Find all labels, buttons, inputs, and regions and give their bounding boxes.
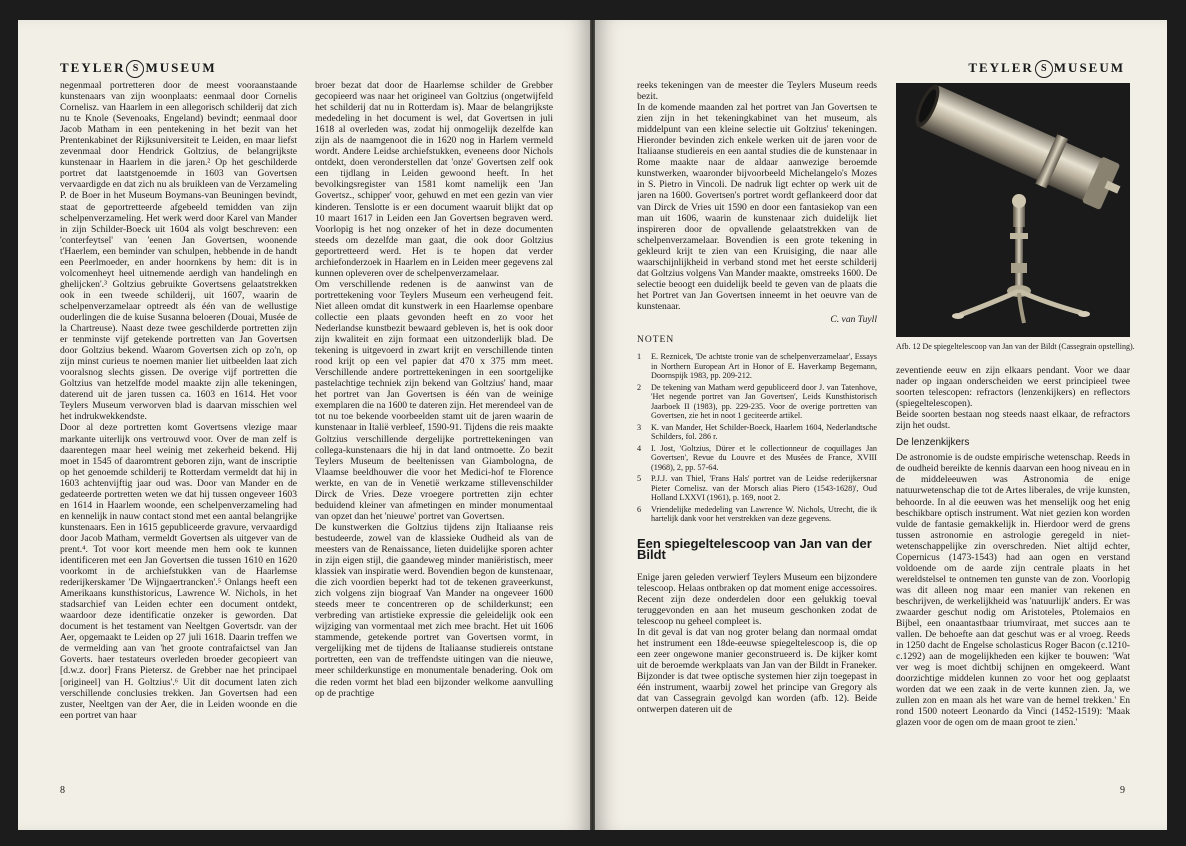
- figure-caption: Afb. 12 De spiegeltelescoop van Jan van der Bildt (Cassegrain opstelling).: [896, 342, 1135, 351]
- left-page: [18, 20, 590, 830]
- note-item: [637, 423, 877, 442]
- note-number: 1: [637, 352, 642, 362]
- paragraph: Om verschillende redenen is de aanwinst van de portrettekening voor Teylers Museum een verheugend feit. Niet alleen omdat dit kunstwerk in een Haarlemse openbare collectie een plaats gevonden heeft en zo voor het Nederlandse kunstbezit bewaard gebleven is, het is ook door zijn kwaliteit en zijn formaat een uitzonderlijk blad. De tekening is uitgevoerd in zwart krijt en verschillende tinten rood krijt op een vel papier dat 470 x 375 mm meet. Verschillende andere portrettekeningen in een soortgelijke pastelachtige techniek zijn bekend van Goltzius' hand, maar het portret van Jan Govertsen is één van de weinige exemplaren die na 1600 te dateren zijn. Het merendeel van de tot nu toe bekende voorbeelden stamt uit de jaren waarin de kunstenaar in Italië verbleef, 1590-91. Tijdens die reis maakte Goltzius verschillende dergelijke portrettekeningen van collega-kunstenaars die hij in dat land ontmoette. Zo bezit Teylers Museum de beeltenissen van Giambologna, de Vlaamse beeldhouwer die voor het Medici-hof te Florence werkte, en van de in Venetië werkzame stillevenschilder Dirck de Vries. Deze vroegere portretten zijn echter beduidend kleiner van afmetingen en minder monumentaal van opzet dan het 'nieuwe' portret van Govertsen.: [315, 278, 553, 522]
- note-text: De tekening van Matham werd gepubliceerd door J. van Tatenhove, 'Het negende portret van Jan Govertsen', Leids Kunsthistorisch Jaarboek II (1983), pp. 229-235. Voor de overige portretten van Govertsen, zie het in noot 1 geciteerde artikel.: [651, 382, 877, 421]
- paragraph: Enige jaren geleden verwierf Teylers Museum een bijzondere telescoop. Helaas ontbraken op dat moment enige accessoires. Recent zijn deze onderdelen door een gelukkig toeval teruggevonden en aan het museum geschonken zodat de telescoop nu geheel compleet is.: [637, 571, 877, 627]
- note-item: [637, 505, 877, 524]
- note-item: [637, 474, 877, 503]
- right-page: [595, 20, 1167, 830]
- paragraph: broer bezat dat door de Haarlemse schilder de Grebber gecopieerd was naar het origineel van Goltzius (ongetwijfeld het schilderij dat nu in Rotterdam is). Maar de belangrijkste mededeling in het document is wel, dat Govertsen in juli 1618 al overleden was, zodat hij onmogelijk dezelfde kan zijn als de naamgenoot die in 1620 nog in Harlem vermeld wordt. Andere Leidse archiefstukken, eveneens door Nichols ontdekt, doen veronderstellen dat 'onze' Govertsen zelf ook een tijdlang in Leiden gewoond heeft. In het bevolkingsregister van 1581 komt namelijk een 'Jan Govertsz., schipper' voor, gehuwd en met een gezin van vier kinderen. Tenslotte is er een document waaruit blijkt dat op 10 maart 1617 in Leiden een Jan Govertsen begraven werd. Voorlopig is het nog onzeker of het in deze documenten steeds om dezelfde man gaat, die ook door Goltzius geportretteerd werd. Het is te hopen dat verder archiefonderzoek in Haarlem en in Leiden meer gegevens zal kunnen opleveren over de schelpenverzamelaar.: [315, 80, 553, 279]
- paragraph: De kunstwerken die Goltzius tijdens zijn Italiaanse reis bestudeerde, zowel van de klassieke Oudheid als van de meesters van de Renaissance, lieten duidelijke sporen achter in zijn eigen stijl, die gaandeweg minder maniëristisch, meer klassiek van inspiratie werd. Bovendien begon de kunstenaar, die zich voordien beperkt had tot de tekenen graveerkunst, zich volgens zijn biograaf Van Mander na ongeveer 1600 steeds meer te concentreren op de schilderkunst; een verbreding van artistieke expressie die geleidelijk ook een wijziging van vormentaal met zich mee bracht. Het uit 1606 stammende, getekende portret van Govertsen vormt, in vergelijking met de tijdens de Italiaanse studiereis ontstane portretten, een van de treffendste uitingen van die nieuwe, meer schilderkunstige en monumentale benadering. Ook om die reden vormt het blad een bijzonder welkome aanvulling op de prachtige: [315, 521, 553, 699]
- left-column-2: [315, 80, 553, 786]
- right-column-2: [896, 365, 1130, 786]
- masthead-text: TEYLER: [968, 60, 1034, 75]
- paragraph: reeks tekeningen van de meester die Teylers Museum reeds bezit.: [637, 80, 877, 103]
- note-text: I. Jost, 'Goltzius, Dürer et le collectionneur de coquillages Jan Govertsen', Revue du Louvre et des Musées de France, XVIII (1968), 2, pp. 57-64.: [651, 443, 877, 472]
- right-column-1: [637, 80, 877, 786]
- paragraph: Beide soorten bestaan nog steeds naast elkaar, de refractors zijn het oudst.: [896, 409, 1130, 432]
- page-number: 8: [60, 785, 65, 796]
- paragraph: zeventiende eeuw en zijn elkaars pendant. Voor we daar nader op ingaan onderscheiden we eerst principieel twee soorten telescopen: refractors (lenzenkijkers) en reflectors (spiegeltelescopen).: [896, 365, 1130, 410]
- masthead-text: MUSEUM: [145, 60, 217, 75]
- note-text: K. van Mander, Het Schilder-Boeck, Haarlem 1604, Nederlandtsche Schilders, fol. 286 r.: [651, 422, 877, 442]
- notes-heading: NOTEN: [637, 335, 675, 346]
- teylers-logo-icon: S: [126, 60, 144, 78]
- note-number: 3: [637, 422, 642, 432]
- note-number: 4: [637, 443, 642, 453]
- paragraph: In dit geval is dat van nog groter belang dan normaal omdat het instrument een 18de-eeuwse spiegeltelescoop is, die op een zeer ongewone manier geconstrueerd is. De kijker komt uit de beroemde werkplaats van Jan van der Bildt in Franeker. Bijzonder is dat twee optische systemen hier zijn toegepast in één instrument, waarbij zowel het principe van Gregory als dat van Cassegrain gevolgd kan worden (afb. 12). Beide ontwerpen dateren uit de: [637, 626, 877, 716]
- note-item: [637, 383, 877, 421]
- paragraph: In de komende maanden zal het portret van Jan Govertsen te zien zijn in het tekeningkabinet van het museum, als middelpunt van een kleine selectie uit Goltzius' tekeningen. Hieronder bevinden zich enkele werken uit de jaren voor de Italiaanse studiereis en een aantal studies die de kunstenaar in Rome maakte naar de aldaar aanwezige beroemde kunstwerken, waaronder bijvoorbeeld Michelangelo's Mozes in S. Pietro in Vincoli. De nadruk ligt echter op werk uit de jaren na 1600. Govertsen's portret wordt geflankeerd door dat van Dirck de Vries uit 1590 en door een fantasiekop van een man uit 1606, waarin de kunstenaar zich duidelijk liet inspireren door de opvallende gelaatstrekken van de schelpenverzamelaar. Bovendien is een grote tekening in gekleurd krijt te zien van een Kruisiging, die naar alle waarschijnlijkheid in verband stond met het eerste schilderij dat Goltzius volgens Van Mander maakte, omstreeks 1600. De selectie beoogt een duidelijk beeld te geven van de plaats die het Portret van Jan Govertsen inneemt in het oeuvre van de kunstenaar.: [637, 102, 877, 312]
- note-number: 5: [637, 474, 642, 484]
- note-number: 6: [637, 504, 642, 514]
- page-number: 9: [1120, 785, 1125, 796]
- telescope-illustration: [896, 83, 1130, 337]
- paragraph: Door al deze portretten komt Govertsens vlezige maar markante uiterlijk ons vertrouwd voor. Over de man zelf is daarentegen maar heel weinig met zekerheid bekend. Hij moet in 1545 of daaromtrent geboren zijn, want de inscriptie op het genoemde schilderij te Rotterdam vermeldt dat hij in 1603 achtenvijftig jaar oud was. Door van Mander en de gedateerde portretten weten we dat hij tussen ongeveer 1603 en 1614 in Haarlem woonde, een schelpenverzameling had en kennelijk in nauw contact stond met een aantal belangrijke kunstenaars. Een in 1615 gepubliceerde gravure, vervaardigd door Jacob Matham, vermeldt Govertsen als uitgever van de prent.⁴. Tot voor kort meende men hem ook te kunnen identificeren met een Jan Govertsen die tussen 1610 en 1620 voorkomt in de archiefstukken van de Haarlemse rederijkerskamer 'De Wijngaertrancken'.⁵ Onlangs heeft een Amerikaans kunsthistoricus, Lawrence W. Nichols, in het stadsarchief van Leiden echter een document ontdekt, waardoor deze identificatie onzeker is geworden. Dat document is het testament van Neeltgen Govertsdr. van der Aer, opgemaakt te Leiden op 27 juli 1618. Daarin treffen we de vermelding aan van 'het groote contrafaictsel van Jan Goverts. haer testateurs overleden broeder gecopieert van [d.w.z. door] Frans Pietersz. de Grebber nae het principael [origineel] van H. Goltzius'.⁶ Uit dit document laten zich verschillende conclusies trekken. Jan Govertsen had een zuster, Neeltgen van der Aer, die in Leiden woonde en die een portret van haar: [60, 422, 297, 721]
- section-subheading: De lenzenkijkers: [896, 437, 970, 449]
- author-signature: C. van Tuyll: [830, 313, 877, 325]
- teylers-logo-icon: S: [1035, 60, 1053, 78]
- masthead-text: MUSEUM: [1053, 60, 1125, 75]
- note-text: E. Reznicek, 'De achtste tronie van de schelpenverzamelaar', Essays in Northern European Art in Honor of E. Haverkamp Begemann, Doornspijk 1983, pp. 209-212.: [651, 352, 877, 381]
- masthead-left: [60, 60, 217, 78]
- note-text: Vriendelijke mededeling van Lawrence W. Nichols, Utrecht, die ik hartelijk dank voor het verstrekken van deze gegevens.: [651, 504, 877, 524]
- telescope-photo: [896, 83, 1130, 337]
- masthead-right: [968, 60, 1125, 78]
- note-item: [637, 352, 877, 381]
- note-item: [637, 444, 877, 473]
- paragraph: De astronomie is de oudste empirische wetenschap. Reeds in de oudheid bereikte de kennis daarvan een hoog niveau en in de middeleeuwen was Astronomia de enige natuurwetenschap die tot de Artes liberales, de vrije kunsten, behoorde. In al die eeuwen was het menselijk oog het enig beschikbare optisch instrument. Wat niet gezien kon worden vulde de fantasie gemakkelijk in. Hierdoor werd de grens tussen astronomie en astrologie geregeld in niet-wetenschappelijke zin overschreden. Niet altijd echter, Copernicus (1473-1543) had aan ogen en verstand voldoende om de aarde zijn centrale plaats in het wereldstelsel te ontnemen ten gunste van de zon. Voorlopig was dit alleen nog maar een manier van rekenen en beschrijven, de werkelijkheid was 'natuurlijk' anders. Er was zwaarder geschut nodig om Aristoteles, Ptolemaios en Bijbel, een onaantastbaar triumviraat, met succes aan te vallen. De behoefte aan dat geschut was er al vroeg. Reeds in 1250 dacht de Engelse scholasticus Roger Bacon (c.1210-c.1292) aan de mogelijkheden een kijker te bouwen: 'Wat ver weg is moet dichtbij schijnen en omgekeerd. Want doorzichtige middelen kunnen zo voor het oog geplaatst worden dat we een zaak in de verte kunnen zien. Ja, we zullen zon en maan als het ware van de hemel trekken.' En rond 1500 noteert Leonardo da Vinci (1452-1519): 'Maak glazen voor de ogen om de maan groot te zien.': [896, 452, 1130, 729]
- left-column-1: [60, 80, 297, 786]
- masthead-text: TEYLER: [60, 60, 126, 75]
- note-number: 2: [637, 382, 642, 392]
- note-text: P.J.J. van Thiel, 'Frans Hals' portret van de Leidse rederijkersnar Pieter Cornelisz. van der Morsch alias Piero (1543-1628)', Oud Holland LXXVI (1961), p. 169, noot 2.: [651, 474, 877, 503]
- article-title: Een spiegeltelescoop van Jan van der Bildt: [637, 535, 872, 562]
- paragraph: negenmaal portretteren door de meest vooraanstaande kunstenaars van zijn woonplaats: eenmaal door Cornelis Cornelisz. van Haarlem in een allegorisch schilderij dat zich nu te Knole (Sevenoaks, Engeland) bevindt; eenmaal door Jacob Matham in een pentekening in het bezit van het Prentenkabinet der Rijksuniversiteit te Leiden, en maar liefst zevenmaal door Hendrick Goltzius, de belangrijkste kunstenaar in Haarlem in die jaren.² Op het geschilderde portret dat laatstgenoemde in 1603 van Govertsen vervaardigde en dat zich nu als bruikleen van de Verzameling P. de Boer in het Museum Boymans-van Beuningen bevindt, staat de geportretteerde afgebeeld temidden van zijn schelpenverzameling. Het werk werd door Karel van Mander in zijn Schilder-Boeck uit 1604 als volgt beschreven: een 'conterfeytsel' van 'eenen Jan Govertsen, woonende t'Haerlem, een beminder van schulpen, hebbende in de handt een Peerlmoeder, en ander hoornkens by hem: dit is in volcomenheyt heel uitnemende aerdigh van handelingh en ghelijcken'.³ Goltzius gebruikte Govertsens gelaatstrekken ook in een tweede schilderij, uit 1607, waarin de schelpenverzamelaar optreedt als één van de wellustige ouderlingen die de kuise Susanna beloeren (Douai, Musée de la Chartreuse). Naast deze twee geschilderde portretten zijn er tenminste vijf getekende portretten van Jan Govertsen door Goltzius bekend. Waarom Govertsen zich op zo'n, op zijn minst curieus te noemen manier liet uitbeelden laat zich vooralsnog slechts gissen. De overige vijf portretten die Goltzius van hetzelfde model maakte zijn alle tekeningen, daterend uit de jaren tussen ca. 1603 en 1614. Het voor Teylers Museum verworven blad is daarvan misschien wel het indrukwekkendste.: [60, 80, 297, 423]
